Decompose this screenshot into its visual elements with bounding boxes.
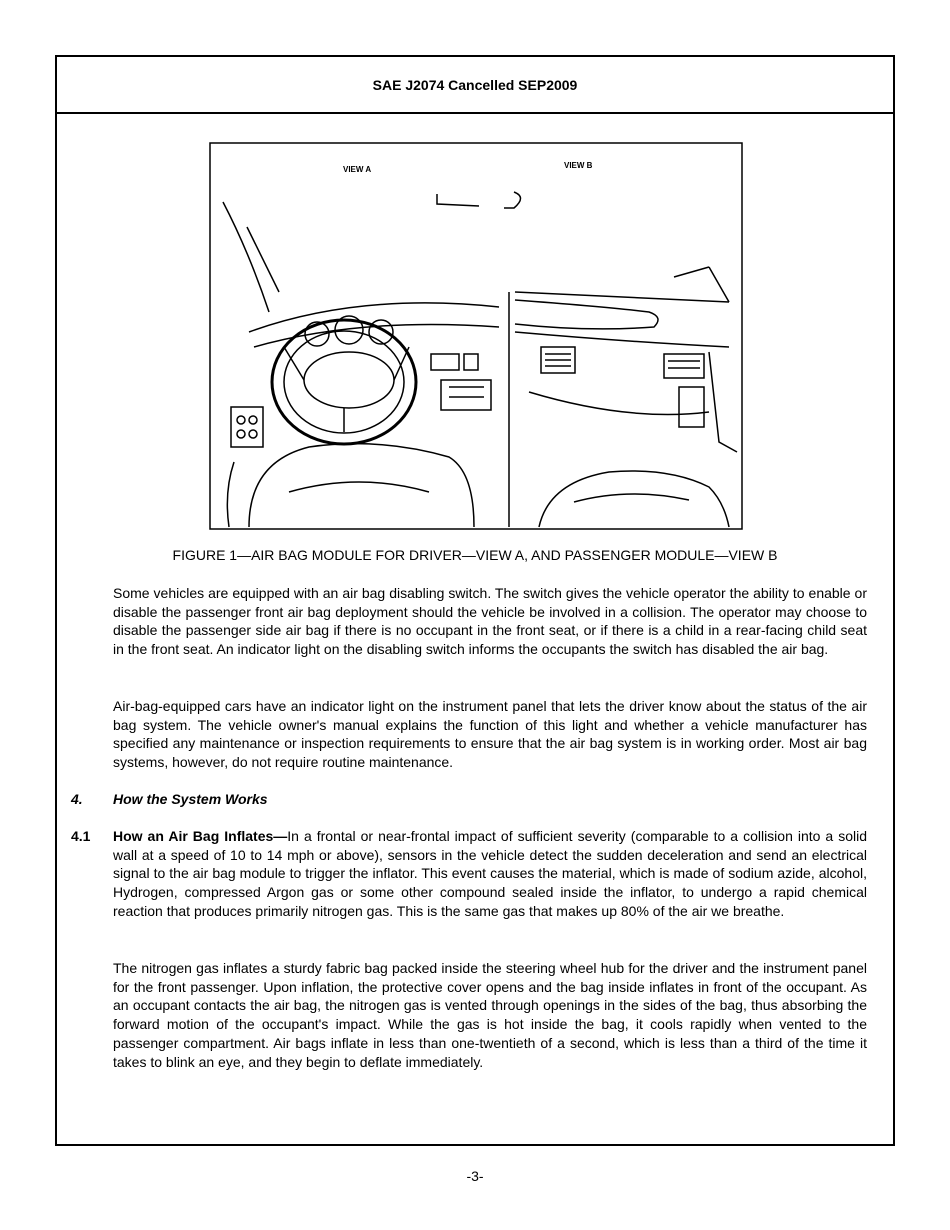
paragraph-disabling-switch: Some vehicles are equipped with an air bag disabling switch. The switch gives the vehicle operator the ability to enable or disable the passenger front air bag deployment should the vehicle be involved in a collision. The operator may choose to disable the passenger side air bag if there is no occupant in the front seat, or if there is a child in a rear-facing child seat in the front seat. An indicator light on the disabling switch informs the occupants the switch has disabled the air bag. (113, 585, 867, 658)
section-4-title: How the System Works (113, 791, 268, 807)
document-header (57, 57, 893, 114)
paragraph-indicator-light: Air-bag-equipped cars have an indicator light on the instrument panel that lets the driver know about the status of the air bag system. The vehicle owner's manual explains the function of this light and whether a vehicle manufacturer has specified any maintenance or inspection requirements to ensure that the air bag system is in working order. Most air bag systems, however, do not require routine maintenance. (113, 698, 867, 771)
section-4-1-number: 4.1 (71, 828, 91, 844)
header-title: SAE J2074 Cancelled SEP2009 (372, 76, 578, 93)
view-b-drawing (437, 192, 737, 527)
paragraph-nitrogen-gas: The nitrogen gas inflates a sturdy fabric bag packed inside the steering wheel hub for the driver and the instrument panel for the front passenger. Upon inflation, the protective cover opens and the bag inside inflates in front of the occupant. As an occupant contacts the air bag, the nitrogen gas is vented through openings in the sides of the bag, thus absorbing the forward motion of the occupant's impact. While the gas is hot inside the bag, it cools rapidly when vented to the passenger compartment. Air bags inflate in less than one-twentieth of a second, which is less than a third of the time it takes to blink an eye, and they begin to deflate immediately. (113, 960, 867, 1070)
section-4-1-title: How an Air Bag Inflates— (113, 828, 288, 844)
airbag-figure (209, 142, 743, 530)
figure-caption: FIGURE 1—AIR BAG MODULE FOR DRIVER—VIEW A, AND PASSENGER MODULE—VIEW B (172, 547, 778, 563)
section-4-number: 4. (71, 791, 83, 807)
page-number: -3- (466, 1168, 484, 1184)
section-4-1-paragraph (113, 827, 867, 921)
figure-border (210, 143, 742, 529)
page-frame (55, 55, 895, 1146)
view-a-label: VIEW A (343, 165, 372, 174)
section-4-1-text: In a frontal or near-frontal impact of sufficient severity (comparable to a collision into a solid wall at a speed of 10 to 14 mph or above), sensors in the vehicle detect the sudden deceleration and send an electrical signal to the air bag module to trigger the inflator. This event causes the material, which is made of sodium azide, alcohol, Hydrogen, compressed Argon gas or some other compound sealed inside the inflator, to undergo a rapid chemical reaction that produces primarily nitrogen gas. This is the same gas that makes up 80% of the air we breathe. (113, 828, 868, 919)
view-b-label: VIEW B (564, 161, 593, 170)
view-a-drawing (223, 202, 499, 527)
